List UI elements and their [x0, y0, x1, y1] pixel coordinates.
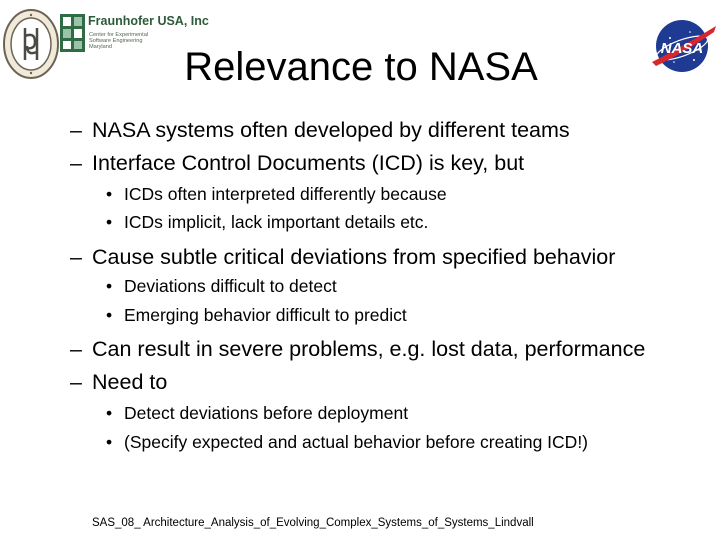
dash-marker: – — [70, 245, 82, 269]
fraunhofer-subtitle-line: Center for Experimental — [89, 32, 149, 38]
dash-marker: – — [70, 370, 82, 394]
bullet-text: Can result in severe problems, e.g. lost data, performance — [92, 337, 646, 361]
bullet-text: Cause subtle critical deviations from specified behavior — [92, 245, 616, 269]
bullet-level2 — [106, 304, 407, 326]
dash-marker: – — [70, 337, 82, 361]
dash-marker: – — [70, 151, 82, 175]
dot-marker: • — [106, 432, 113, 452]
bullet-text: Deviations difficult to detect — [124, 276, 337, 296]
dot-marker: • — [106, 184, 113, 204]
bullet-text: ICDs implicit, lack important details etc. — [124, 212, 429, 232]
slide-title — [0, 43, 720, 91]
bullet-level1 — [70, 336, 645, 362]
bullet-level2 — [106, 431, 588, 453]
bullet-level2 — [106, 402, 408, 424]
bullet-text: ICDs often interpreted differently because — [124, 184, 447, 204]
bullet-level1 — [70, 117, 570, 143]
dot-marker: • — [106, 276, 113, 296]
dash-marker: – — [70, 118, 82, 142]
dot-marker: • — [106, 403, 113, 423]
dot-marker: • — [106, 212, 113, 232]
fraunhofer-subtitle-line: Maryland — [89, 44, 113, 50]
bullet-level2 — [106, 183, 447, 205]
bullet-level2 — [106, 211, 428, 233]
bullet-text: (Specify expected and actual behavior before creating ICD!) — [124, 432, 589, 452]
fraunhofer-subtitle-line: Software Engineering — [89, 38, 143, 44]
slide-footer: SAS_08_ Architecture_Analysis_of_Evolving_Complex_Systems_of_Systems_Lindvall — [92, 517, 534, 529]
bullet-text: Need to — [92, 370, 168, 394]
bullet-text: NASA systems often developed by different teams — [92, 118, 570, 142]
bullet-text: Interface Control Documents (ICD) is key, but — [92, 151, 525, 175]
bullet-level1 — [70, 150, 524, 176]
bullet-level1 — [70, 244, 615, 270]
dot-marker: • — [106, 305, 113, 325]
bullet-text: Emerging behavior difficult to predict — [124, 305, 407, 325]
nasa-logo-text: NASA — [660, 40, 704, 57]
fraunhofer-name: Fraunhofer USA, Inc — [88, 14, 209, 28]
bullet-level1 — [70, 369, 167, 395]
bullet-text: Detect deviations before deployment — [124, 403, 409, 423]
slide-title-text: Relevance to NASA — [184, 45, 538, 89]
bullet-level2 — [106, 275, 337, 297]
